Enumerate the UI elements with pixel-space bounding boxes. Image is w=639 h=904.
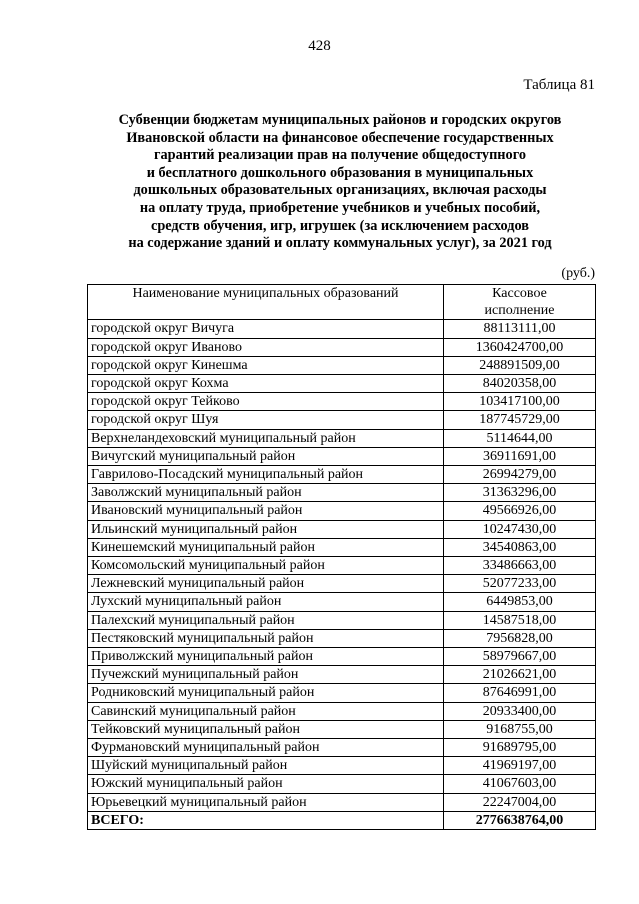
- cash-execution-value: 26994279,00: [444, 466, 596, 484]
- total-value: 2776638764,00: [444, 811, 596, 829]
- total-label: ВСЕГО:: [88, 811, 444, 829]
- cash-execution-value: 31363296,00: [444, 484, 596, 502]
- cash-execution-value: 84020358,00: [444, 375, 596, 393]
- cash-execution-value: 9168755,00: [444, 720, 596, 738]
- cash-execution-value: 34540863,00: [444, 538, 596, 556]
- title-line: Ивановской области на финансовое обеспечение государственных: [126, 129, 554, 146]
- table-row: [88, 648, 596, 666]
- table-row: [88, 320, 596, 338]
- cash-execution-value: 21026621,00: [444, 666, 596, 684]
- table-row: [88, 720, 596, 738]
- table-row: [88, 557, 596, 575]
- table-body: [88, 320, 596, 811]
- municipality-name: Фурмановский муниципальный район: [88, 739, 444, 757]
- table-row: [88, 356, 596, 374]
- table-row: [88, 411, 596, 429]
- table-row: [88, 739, 596, 757]
- municipality-name: Шуйский муниципальный район: [88, 757, 444, 775]
- cash-execution-value: 52077233,00: [444, 575, 596, 593]
- municipality-name: Гаврилово-Посадский муниципальный район: [88, 466, 444, 484]
- table-row: [88, 502, 596, 520]
- municipality-name: Южский муниципальный район: [88, 775, 444, 793]
- header-value-line1: Кассовое: [492, 286, 547, 301]
- municipality-name: городской округ Кинешма: [88, 356, 444, 374]
- municipality-name: Ильинский муниципальный район: [88, 520, 444, 538]
- table-row: [88, 775, 596, 793]
- municipality-name: Вичугский муниципальный район: [88, 447, 444, 465]
- table-row: [88, 520, 596, 538]
- cash-execution-value: 41067603,00: [444, 775, 596, 793]
- table-row: [88, 684, 596, 702]
- table-row: [88, 429, 596, 447]
- municipality-name: Тейковский муниципальный район: [88, 720, 444, 738]
- municipality-name: Ивановский муниципальный район: [88, 502, 444, 520]
- municipality-name: городской округ Вичуга: [88, 320, 444, 338]
- municipality-name: Савинский муниципальный район: [88, 702, 444, 720]
- subventions-table: [87, 284, 596, 830]
- title-line: на содержание зданий и оплату коммунальных услуг), за 2021 год: [128, 235, 552, 252]
- title-line: гарантий реализации прав на получение общедоступного: [154, 147, 526, 164]
- table-row: [88, 702, 596, 720]
- cash-execution-value: 36911691,00: [444, 447, 596, 465]
- cash-execution-value: 33486663,00: [444, 557, 596, 575]
- table-row: [88, 757, 596, 775]
- cash-execution-value: 87646991,00: [444, 684, 596, 702]
- municipality-name: Родниковский муниципальный район: [88, 684, 444, 702]
- title-line: Субвенции бюджетам муниципальных районов и городских округов: [118, 112, 562, 128]
- table-row: [88, 375, 596, 393]
- page-number: 428: [308, 38, 331, 54]
- municipality-name: городской округ Тейково: [88, 393, 444, 411]
- header-name: Наименование муниципальных образований: [88, 285, 444, 320]
- municipality-name: Кинешемский муниципальный район: [88, 538, 444, 556]
- table-row: [88, 447, 596, 465]
- header-value: [444, 285, 596, 320]
- municipality-name: городской округ Шуя: [88, 411, 444, 429]
- table-row: [88, 793, 596, 811]
- table-label: Таблица 81: [523, 77, 595, 93]
- table-row: [88, 466, 596, 484]
- municipality-name: Палехский муниципальный район: [88, 611, 444, 629]
- cash-execution-value: 20933400,00: [444, 702, 596, 720]
- table-header-row: [88, 285, 596, 320]
- table-row: [88, 611, 596, 629]
- cash-execution-value: 58979667,00: [444, 648, 596, 666]
- municipality-name: городской округ Иваново: [88, 338, 444, 356]
- municipality-name: Юрьевецкий муниципальный район: [88, 793, 444, 811]
- cash-execution-value: 5114644,00: [444, 429, 596, 447]
- unit-label: (руб.): [561, 266, 595, 281]
- table-row: [88, 338, 596, 356]
- municipality-name: Приволжский муниципальный район: [88, 648, 444, 666]
- title-line: на оплату труда, приобретение учебников и учебных пособий,: [139, 199, 541, 216]
- municipality-name: Верхнеландеховский муниципальный район: [88, 429, 444, 447]
- municipality-name: Заволжский муниципальный район: [88, 484, 444, 502]
- municipality-name: Лухский муниципальный район: [88, 593, 444, 611]
- cash-execution-value: 14587518,00: [444, 611, 596, 629]
- table-row: [88, 666, 596, 684]
- cash-execution-value: 6449853,00: [444, 593, 596, 611]
- cash-execution-value: 49566926,00: [444, 502, 596, 520]
- table-row: [88, 593, 596, 611]
- cash-execution-value: 7956828,00: [444, 629, 596, 647]
- cash-execution-value: 10247430,00: [444, 520, 596, 538]
- municipality-name: Пестяковский муниципальный район: [88, 629, 444, 647]
- cash-execution-value: 41969197,00: [444, 757, 596, 775]
- title-line: дошкольных образовательных организациях, включая расходы: [133, 182, 547, 199]
- cash-execution-value: 88113111,00: [444, 320, 596, 338]
- cash-execution-value: 248891509,00: [444, 356, 596, 374]
- title-line: средств обучения, игр, игрушек (за исключением расходов: [150, 217, 530, 234]
- municipality-name: городской округ Кохма: [88, 375, 444, 393]
- table-total-row: [88, 811, 596, 829]
- table-row: [88, 575, 596, 593]
- document-title: [80, 112, 600, 253]
- municipality-name: Пучежский муниципальный район: [88, 666, 444, 684]
- cash-execution-value: 91689795,00: [444, 739, 596, 757]
- title-line: и бесплатного дошкольного образования в муниципальных: [146, 164, 534, 181]
- cash-execution-value: 187745729,00: [444, 411, 596, 429]
- header-value-line2: исполнение: [484, 303, 555, 319]
- cash-execution-value: 22247004,00: [444, 793, 596, 811]
- table-row: [88, 484, 596, 502]
- cash-execution-value: 103417100,00: [444, 393, 596, 411]
- cash-execution-value: 1360424700,00: [444, 338, 596, 356]
- municipality-name: Комсомольский муниципальный район: [88, 557, 444, 575]
- table-row: [88, 538, 596, 556]
- municipality-name: Лежневский муниципальный район: [88, 575, 444, 593]
- table-row: [88, 393, 596, 411]
- table-row: [88, 629, 596, 647]
